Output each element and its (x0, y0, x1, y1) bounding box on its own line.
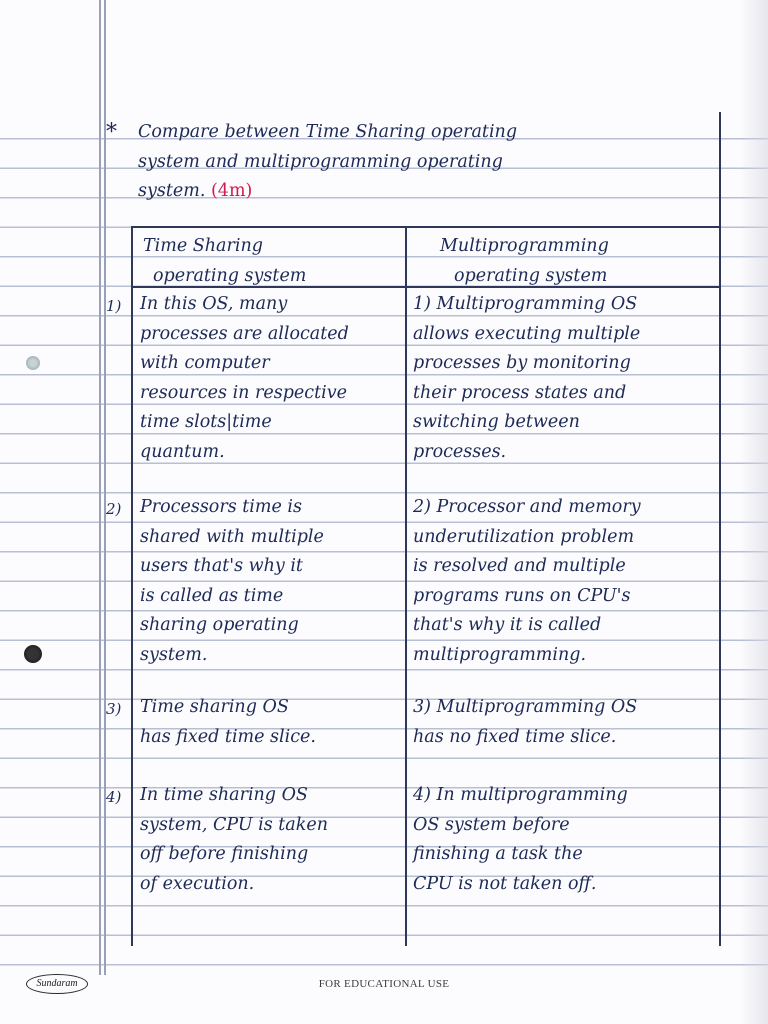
row-4-left-cell: In time sharing OS system, CPU is taken off before finishing of execution. (140, 785, 328, 894)
footer-text: FOR EDUCATIONAL USE (318, 978, 450, 990)
table-column-divider (405, 226, 407, 946)
row-2-right-cell: 2) Processor and memory underutilization problem is resolved and multiple programs runs on CPU's that's why it is called multiprogramming. (413, 497, 641, 665)
punch-hole-icon (26, 356, 40, 370)
question-marks: (4m) (210, 181, 253, 201)
row-4-right-cell: 4) In multiprogramming OS system before finishing a task the CPU is not taken off. (413, 785, 628, 894)
question-line: system. (138, 181, 206, 201)
column-header-time-sharing: Time Sharing operating system (143, 236, 307, 286)
row-number: 1) (106, 297, 122, 315)
table-border-top (132, 226, 720, 228)
row-number: 4) (106, 788, 122, 806)
table-border-left (131, 226, 133, 946)
punch-hole-icon (24, 645, 42, 663)
row-3-left-cell: Time sharing OS has fixed time slice. (140, 697, 316, 747)
row-2-left-cell: Processors time is shared with multiple users that's why it is called as time sharing operating system. (140, 497, 324, 665)
brand-logo: Sundaram (26, 974, 88, 994)
row-3-right-cell: 3) Multiprogramming OS has no fixed time slice. (413, 697, 638, 747)
page-edge-shadow (740, 0, 768, 1024)
row-number: 2) (106, 500, 122, 518)
table-border-right (719, 112, 721, 946)
row-1-right-cell: 1) Multiprogramming OS allows executing multiple processes by monitoring their process states and switching between processes. (413, 294, 641, 462)
row-number: 3) (106, 700, 122, 718)
question-marker: * (106, 120, 117, 145)
question-line: system and multiprogramming operating (138, 151, 503, 172)
row-1-left-cell: In this OS, many processes are allocated with computer resources in respective time slots|time quantum. (140, 294, 349, 462)
margin-line (99, 0, 101, 975)
column-header-multiprogramming: Multiprogramming operating system (440, 236, 609, 286)
question-line: Compare between Time Sharing operating (138, 122, 518, 142)
question-title (138, 118, 517, 207)
page-top-blank (0, 0, 768, 110)
